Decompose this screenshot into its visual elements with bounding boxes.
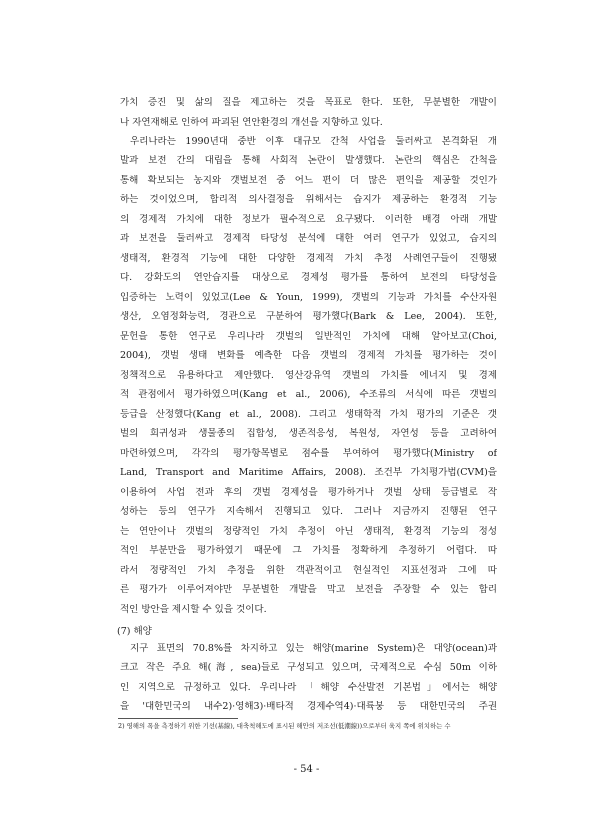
body-line: 2004), 갯벌 생태 변화를 예측한 다음 갯벌의 경제적 가치를 평가하는 것이	[120, 350, 497, 361]
body-line: 라서 정량적인 가치 추정을 위한 객관적이고 현실적인 지표선정과 그에 따	[120, 565, 497, 576]
page-number: - 54 -	[293, 764, 320, 775]
body-line: 마련하였으며, 각각의 평가항목별로 점수를 부여하여 평가했다(Ministry of	[120, 448, 497, 459]
body-line: 이용하여 사업 전과 후의 갯벌 경제성을 평가하거나 갯벌 상태 등급별로 작	[120, 487, 497, 498]
body-line: 적인 부분만을 평가하였기 때문에 그 가치를 정확하게 추정하기 어렵다. 따	[120, 545, 497, 556]
body-line: 생산, 오염정화능력, 경관으로 구분하여 평가했다(Bark & Lee, 2004). 또한,	[120, 311, 497, 322]
body-line: 발과 보전 간의 대립을 통해 사회적 논란이 발생했다. 논란의 핵심은 간척을	[120, 155, 497, 166]
body-line: 문헌을 통한 연구로 우리나라 갯벌의 일반적인 가치에 대해 알아보고(Choi,	[120, 331, 497, 342]
body-line: 적인 방안을 제시할 수 있을 것이다.	[120, 604, 267, 615]
body-line: 벌의 희귀성과 생물종의 집합성, 생존적응성, 복원성, 자연성 등을 고려하여	[120, 428, 497, 439]
body-line: 입증하는 노력이 있었고(Lee & Youn, 1999), 갯벌의 기능과 가치를 수산자원	[120, 292, 497, 303]
body-line: 등급을 산정했다(Kang et al., 2008). 그리고 생태학적 가치 평가의 기준은 갯	[120, 409, 497, 420]
section-line: 크고 작은 주요 해(海, sea)들로 구성되고 있으며, 국제적으로 수심 50m 이하	[120, 662, 497, 673]
body-line: 나 자연재해로 인하여 파괴된 연안환경의 개선을 지향하고 있다.	[120, 117, 383, 128]
section-heading: (7) 해양	[117, 626, 152, 637]
body-line: 가치 증진 및 삶의 질을 제고하는 것을 목표로 한다. 또한, 무분별한 개발이	[120, 97, 497, 108]
body-line: 정책적으로 유용하다고 제안했다. 영산강유역 갯벌의 가치를 에너지 및 경제	[120, 370, 497, 381]
section-line: 인 지역으로 규정하고 있다. 우리나라 「해양 수산발전 기본법」에서는 해양	[120, 682, 497, 693]
footnote: 2) 영해의 폭을 측정하기 위한 기선(基線), 대축척해도에 표시된 해안의 저조선(低潮線))으로부터 육지 쪽에 위치하는 수	[118, 722, 451, 730]
section-line: 지구 표면의 70.8%를 차지하고 있는 해양(marine System)은 대양(ocean)과	[130, 643, 497, 654]
body-line: 성하는 등의 연구가 지속해서 진행되고 있다. 그러나 지금까지 진행된 연구	[120, 506, 497, 517]
section-line: 을 '대한민국의 내수2)·영해3)·배타적 경제수역4)·대륙붕 등 대한민국의 주권	[120, 701, 497, 712]
body-line: 른 평가가 이루어져야만 무분별한 개발을 막고 보전을 주장할 수 있는 합리	[120, 584, 497, 595]
body-line: 과 보전을 둘러싸고 경제적 타당성 분석에 대한 여러 연구가 있었고, 습지의	[120, 233, 497, 244]
footnote-rule	[118, 718, 238, 719]
body-line: 의 경제적 가치에 대한 정보가 필수적으로 요구됐다. 이러한 배경 아래 개발	[120, 214, 497, 225]
body-line: 하는 것이었으며, 합리적 의사결정을 위해서는 습지가 제공하는 환경적 기능	[120, 194, 497, 205]
body-line: 는 연안이나 갯벌의 정량적인 가치 추정이 아닌 생태적, 환경적 기능의 정성	[120, 526, 497, 537]
body-line: 우리나라는 1990년대 중반 이후 대규모 간척 사업을 둘러싸고 본격화된 개	[130, 136, 497, 147]
body-line: Land, Transport and Maritime Affairs, 2008). 조건부 가치평가법(CVM)을	[120, 467, 497, 478]
body-line: 적 관점에서 평가하였으며(Kang et al., 2006), 수조류의 서식에 따른 갯벌의	[120, 389, 497, 400]
body-line: 생태적, 환경적 기능에 대한 다양한 경제적 가치 추정 사례연구들이 진행됐	[120, 253, 497, 264]
body-line: 다. 강화도의 연안습지를 대상으로 경제성 평가를 통하여 보전의 타당성을	[120, 272, 497, 283]
body-line: 통해 확보되는 농지와 갯벌보전 중 어느 편이 더 많은 편익을 제공할 것인가	[120, 175, 497, 186]
